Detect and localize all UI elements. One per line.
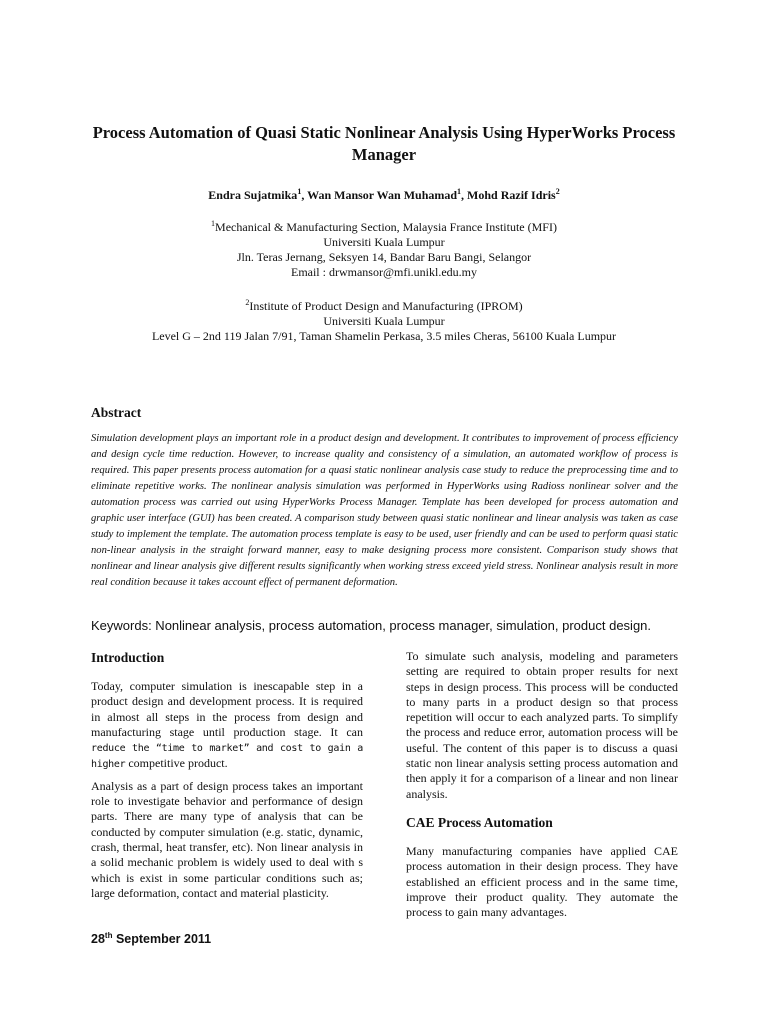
affiliation-line bbox=[60, 220, 708, 235]
affiliation-line bbox=[60, 299, 708, 314]
introduction-heading: Introduction bbox=[91, 650, 165, 665]
affiliation-line: Universiti Kuala Lumpur bbox=[323, 235, 445, 249]
author-separator: , bbox=[301, 188, 308, 202]
affiliation-1 bbox=[60, 220, 708, 280]
right-column bbox=[406, 649, 678, 920]
affiliation-address: Level G – 2nd 119 Jalan 7/91, Taman Shamelin Perkasa, 3.5 miles Cheras, 56100 Kuala Lumpur bbox=[151, 329, 617, 343]
cae-process-automation-heading: CAE Process Automation bbox=[406, 814, 553, 830]
affiliation-2 bbox=[60, 299, 708, 344]
affiliation-mark: 2 bbox=[245, 298, 250, 307]
footer-month-year: September 2011 bbox=[112, 932, 212, 946]
affiliation-name: Institute of Product Design and Manufacturing (IPROM) bbox=[249, 299, 523, 313]
paragraph-text-highlight: reduce the “time to market” and cost to gain a higher bbox=[91, 743, 363, 771]
paragraph-text: Today, computer simulation is inescapable step in a product design and development process. It is required in almost all steps in the process from design and manufacturing stage until production stage. It can bbox=[91, 679, 363, 739]
author-separator: , bbox=[461, 188, 468, 202]
introduction-paragraph-1 bbox=[91, 679, 363, 773]
page-footer-date bbox=[91, 932, 211, 946]
author-affiliation-mark: 2 bbox=[555, 187, 560, 196]
introduction-paragraph-2: Analysis as a part of design process takes an important role to investigate behavior and performance of design parts. There are many type of analysis that can be conducted by computer simulation (e.g. static, dynamic, crash, thermal, heat transfer, etc). Non linear analysis in a solid mechanic problem is widely used to deal with s which is exist in some particular conditions such as; large deformation, contact and material plasticity. bbox=[91, 778, 363, 900]
affiliation-name: Mechanical & Manufacturing Section, Malaysia France Institute (MFI) bbox=[215, 220, 557, 234]
author-affiliation-mark: 1 bbox=[297, 187, 302, 196]
paper-title: Process Automation of Quasi Static Nonlinear Analysis Using HyperWorks Process Manager bbox=[92, 123, 676, 164]
author-name: Mohd Razif Idris bbox=[467, 188, 556, 202]
left-column bbox=[91, 649, 363, 901]
affiliation-mark: 1 bbox=[211, 219, 216, 228]
paragraph-text: competitive product. bbox=[128, 756, 228, 771]
footer-day: 28 bbox=[91, 932, 105, 946]
author-affiliation-mark: 1 bbox=[457, 187, 462, 196]
author-name: Wan Mansor Wan Muhamad bbox=[307, 188, 458, 202]
author-name: Endra Sujatmika bbox=[208, 188, 298, 202]
affiliation-address: Jln. Teras Jernang, Seksyen 14, Bandar Baru Bangi, Selangor bbox=[236, 250, 532, 264]
affiliation-line: Universiti Kuala Lumpur bbox=[323, 314, 445, 328]
introduction-paragraph-3: To simulate such analysis, modeling and parameters setting are required to obtain proper results for next steps in design process. This process will be conducted to many parts in a product design so that process repetition will occur to each analyzed parts. To simplify the process and reduce error, automation process will be useful. The content of this paper is to discuss a quasi static non linear analysis setting process automation and then apply it for a comparison of a linear and non linear analysis. bbox=[406, 649, 678, 801]
cae-paragraph-1: Many manufacturing companies have applied CAE process automation in their design process. They have established an efficient process and in the same time, improve their product quality. They automate the process to gain many advantages. bbox=[406, 843, 678, 920]
footer-day-suffix: th bbox=[104, 930, 113, 940]
affiliation-email: Email : drwmansor@mfi.unikl.edu.my bbox=[290, 265, 478, 279]
abstract-heading: Abstract bbox=[91, 405, 142, 420]
keywords-line: Keywords: Nonlinear analysis, process automation, process manager, simulation, product design. bbox=[91, 618, 652, 633]
abstract-body: Simulation development plays an important role in a product design and development. It contributes to improvement of process efficiency and design cycle time reduction. However, to increase quality and consistency of a simulation, an automated workflow of process is required. This paper presents process automation for a quasi static nonlinear analysis case study to reduce the preprocessing time and to eliminate repetitive works. The nonlinear analysis simulation was performed in HyperWorks using Radioss nonlinear solver and the automation process was carried out using HyperWorks Process Manager. Template has been developed for process automation and graphic user interface (GUI) has been created. A comparison study between quasi static nonlinear and linear analysis was taken as case study to implement the template. The automation process template is easy to be used, user friendly and can be used to perform quasi static non-linear analysis in the straight forward manner, easy to make designing process more consistent. Comparison study shows that nonlinear and linear analysis give different results significantly when working stress exceed yield stress. Nonlinear analysis result in more real condition because it takes account effect of permanent deformation. bbox=[91, 433, 678, 588]
author-list bbox=[60, 188, 708, 203]
